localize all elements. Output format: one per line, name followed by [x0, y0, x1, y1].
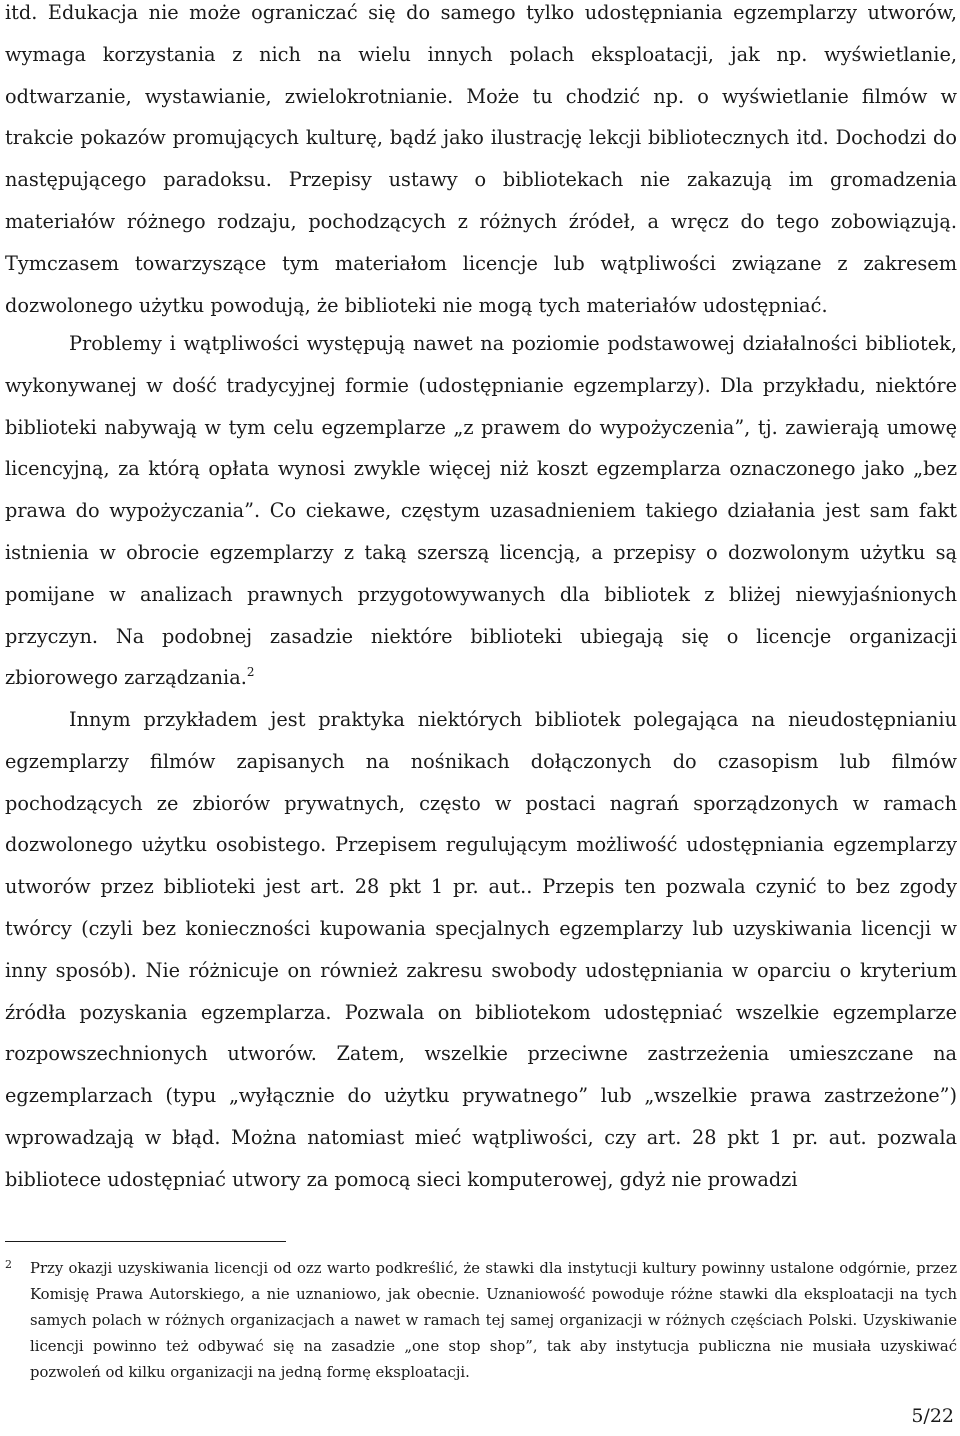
page-number: 5/22 — [911, 1405, 954, 1427]
paragraph-3: Innym przykładem jest praktyka niektórych bibliotek polegająca na nieudostępnianiu egzemplarzy filmów zapisanych na nośnikach dołączonych do czasopism lub filmów pochodzących ze zbiorów prywatnych, często w postaci nagrań sporządzonych w ramach dozwolonego użytku osobistego. Przepisem regulującym możliwość udostępniania egzemplarzy utworów przez biblioteki jest art. 28 pkt 1 pr. aut.. Przepis ten pozwala czynić to bez zgody twórcy (czyli bez konieczności kupowania specjalnych egzemplarzy lub uzyskiwania licencji w inny sposób). Nie różnicuje on również zakresu swobody udostępniania w oparciu o kryterium źródła pozyskania egzemplarza. Pozwala on bibliotekom udostępniać wszelkie egzemplarze rozpowszechnionych utworów. Zatem, wszelkie przeciwne zastrzeżenia umieszczane na egzemplarzach (typu „wyłącznie do użytku prywatnego” lub „wszelkie prawa zastrzeżone”) wprowadzają w błąd. Można natomiast mieć wątpliwości, czy art. 28 pkt 1 pr. aut. pozwala bibliotece udostępniać utwory za pomocą sieci komputerowej, gdyż nie prowadzi — [5, 708, 957, 1191]
footnote-number: 2 — [5, 1258, 12, 1271]
paragraph-2-text: Problemy i wątpliwości występują nawet na poziomie podstawowej działalności bibliotek, wykonywanej w dość tradycyjnej formie (udostępnianie egzemplarzy). Dla przykładu, niektóre biblioteki nabywają w tym celu egzemplarze „z prawem do wypożyczenia”, tj. zawierają umowę licencyjną, za którą opłata wynosi zwykle więcej niż koszt egzemplarza oznaczonego jako „bez prawa do wypożyczania”. Co ciekawe, częstym uzasadnieniem takiego działania jest sam fakt istnienia w obrocie egzemplarzy z taką szerszą licencją, a przepisy o dozwolonym użytku są pomijane w analizach prawnych przygotowywanych dla bibliotek z bliżej niewyjaśnionych przyczyn. Na podobnej zasadzie niektóre biblioteki ubiegają się o licencje organizacji zbiorowego zarządzania. — [5, 332, 957, 690]
paragraph-2 — [5, 323, 957, 699]
footnote — [5, 1256, 957, 1386]
footnote-reference[interactable]: 2 — [246, 665, 255, 680]
footnote-text: Przy okazji uzyskiwania licencji od ozz warto podkreślić, że stawki dla instytucji kultury powinny ustalone odgórnie, przez Komisję Prawa Autorskiego, a nie uznaniowo, jak obecnie. Uznaniowość powoduje różne stawki dla eksploatacji na tych samych polach w różnych organizacjach a nawet w ramach tej samej organizacji w różnych częściach Polski. Uzyskiwanie licencji powinno też odbywać się na zasadzie „one stop shop”, tak aby instytucja publiczna nie musiała uzyskiwać pozwoleń od kilku organizacji na jedną formę eksploatacji. — [30, 1260, 957, 1381]
paragraph-1: itd. Edukacja nie może ograniczać się do samego tylko udostępniania egzemplarzy utworów, wymaga korzystania z nich na wielu innych polach eksploatacji, jak np. wyświetlanie, odtwarzanie, wystawianie, zwielokrotnianie. Może tu chodzić np. o wyświetlanie filmów w trakcie pokazów promujących kulturę, bądź jako ilustrację lekcji bibliotecznych itd. Dochodzi do następującego paradoksu. Przepisy ustawy o bibliotekach nie zakazują im gromadzenia materiałów różnego rodzaju, pochodzących z różnych źródeł, a wręcz do tego zobowiązują. Tymczasem towarzyszące tym materiałom licencje lub wątpliwości związane z zakresem dozwolonego użytku powodują, że biblioteki nie mogą tych materiałów udostępniać. — [5, 1, 957, 317]
footnote-separator — [5, 1241, 286, 1242]
